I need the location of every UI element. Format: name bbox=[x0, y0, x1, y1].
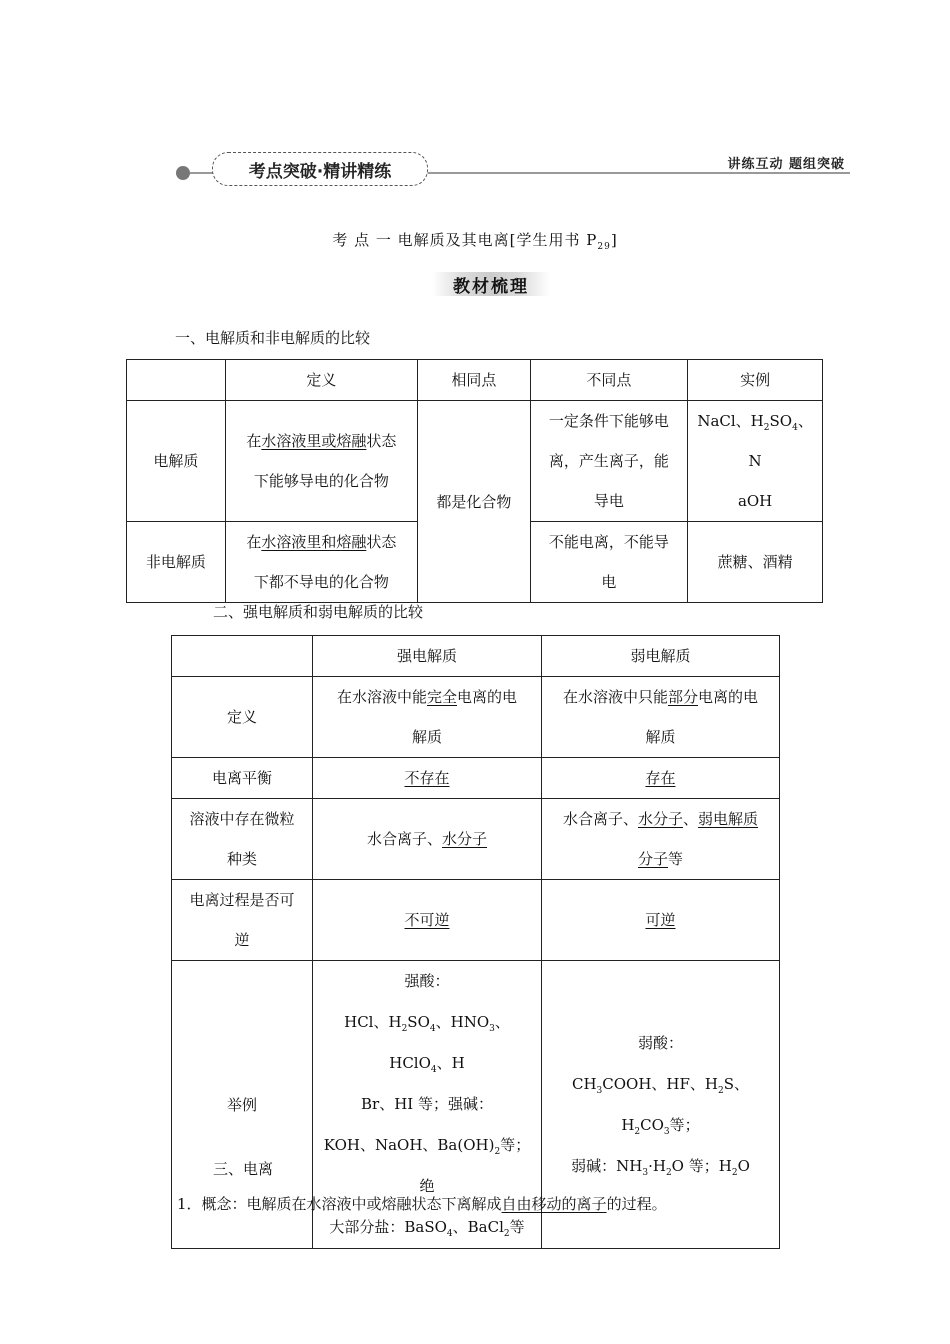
difference-cell: 不能电离，不能导 电 bbox=[530, 522, 688, 603]
weak-particles-cell: 水合离子、水分子、弱电解质 分子等 bbox=[542, 799, 780, 880]
strong-eq-cell: 不存在 bbox=[313, 758, 542, 799]
table1-header-example: 实例 bbox=[688, 360, 823, 401]
heading-2: 二、强电解质和弱电解质的比较 bbox=[213, 603, 424, 621]
table1-header-def: 定义 bbox=[225, 360, 417, 401]
table2-row-particles bbox=[172, 799, 780, 880]
concept-paragraph: 1．概念：电解质在水溶液中或熔融状态下离解成自由移动的离子的过程。 bbox=[177, 1195, 667, 1213]
header-dot-icon bbox=[176, 166, 190, 180]
definition-cell: 在水溶液里或熔融状态 下能够导电的化合物 bbox=[225, 401, 417, 522]
table1-header-row bbox=[127, 360, 823, 401]
difference-cell: 一定条件下能够电 离，产生离子，能 导电 bbox=[530, 401, 688, 522]
heading-1: 一、电解质和非电解质的比较 bbox=[175, 329, 371, 347]
material-badge: 教材梳理 bbox=[432, 272, 550, 296]
strong-def-cell: 在水溶液中能完全电离的电 解质 bbox=[313, 677, 542, 758]
table2-header-strong: 强电解质 bbox=[313, 636, 542, 677]
table1-header-diff: 不同点 bbox=[530, 360, 688, 401]
strong-particles-cell: 水合离子、水分子 bbox=[313, 799, 542, 880]
table2-row-equilibrium bbox=[172, 758, 780, 799]
table2-row-definition bbox=[172, 677, 780, 758]
weak-reversible-cell: 可逆 bbox=[542, 880, 780, 961]
header-badge: 考点突破·精讲精练 bbox=[212, 152, 428, 186]
weak-def-cell: 在水溶液中只能部分电离的电 解质 bbox=[542, 677, 780, 758]
weak-eq-cell: 存在 bbox=[542, 758, 780, 799]
definition-cell: 在水溶液里和熔融状态 下都不导电的化合物 bbox=[225, 522, 417, 603]
row-label: 电解质 bbox=[127, 401, 226, 522]
section-title-text: 考 点 一 电解质及其电离[学生用书 P bbox=[332, 231, 598, 249]
example-cell: 蔗糖、酒精 bbox=[688, 522, 823, 603]
header-right-label: 讲练互动 题组突破 bbox=[727, 157, 845, 172]
same-point-cell: 都是化合物 bbox=[418, 401, 531, 603]
table2-header-row bbox=[172, 636, 780, 677]
row-label: 电离过程是否可 逆 bbox=[172, 880, 313, 961]
table1-corner bbox=[127, 360, 226, 401]
table2-corner bbox=[172, 636, 313, 677]
row-label: 非电解质 bbox=[127, 522, 226, 603]
table1-row-electrolyte bbox=[127, 401, 823, 522]
example-cell: NaCl、$H_2SO_4$、N aOH bbox=[688, 401, 823, 522]
table2-row-reversible bbox=[172, 880, 780, 961]
table2-header-weak: 弱电解质 bbox=[542, 636, 780, 677]
strong-examples-cell: 强酸： HCl、$H_2SO_4$、$HNO_3$、HClO$_4$、H Br、HI 等；强碱： KOH、NaOH、$Ba(OH)_2$等；绝 大部分盐：BaSO$_4$、BaCl$_2$等 bbox=[313, 961, 542, 1249]
row-label: 举例 bbox=[172, 961, 313, 1249]
section-title bbox=[0, 229, 950, 250]
heading-3: 三、电离 bbox=[213, 1160, 274, 1178]
strong-reversible-cell: 不可逆 bbox=[313, 880, 542, 961]
row-label: 溶液中存在微粒 种类 bbox=[172, 799, 313, 880]
row-label: 电离平衡 bbox=[172, 758, 313, 799]
table1-header-same: 相同点 bbox=[418, 360, 531, 401]
section-title-end: ] bbox=[610, 231, 618, 249]
row-label: 定义 bbox=[172, 677, 313, 758]
weak-examples-cell: 弱酸： $CH_3COOH$、HF、$H_2S$、$H_2CO_3$等； 弱碱：$NH_3\cdot H_2O$ 等；$H_2O$ bbox=[542, 961, 780, 1249]
comparison-table-1 bbox=[126, 359, 823, 603]
comparison-table-2 bbox=[171, 635, 780, 1249]
section-title-page: 29 bbox=[597, 242, 611, 252]
